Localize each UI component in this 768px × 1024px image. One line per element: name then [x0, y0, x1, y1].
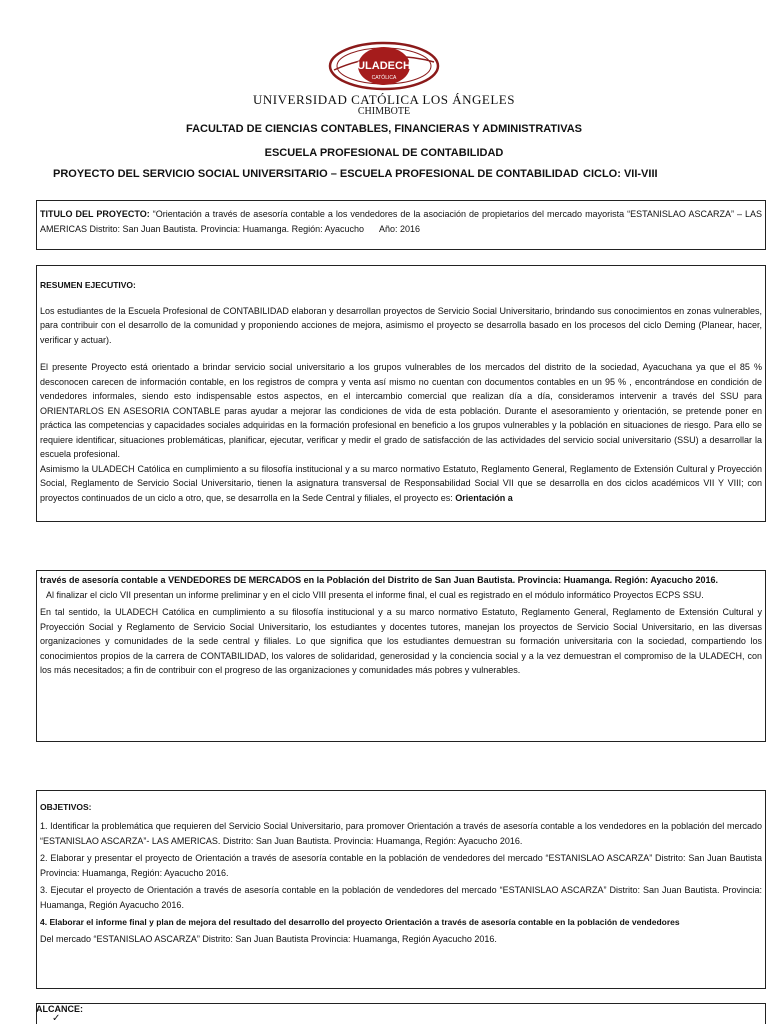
scope-box-right-border: [765, 1003, 766, 1024]
summary-paragraph-2: El presente Proyecto está orientado a brindar servicio social universitario a los grupos vulnerables de los mercados del distrito de la sociedad, Ayacuchana ya que el 85 % desconocen carecen de información contable, en los registros de compra y venta así mismo no cuentan con documentos contables en un 95 % , encontrándose en condición de vendedores informales, siendo esto indispensable estos aspectos, en el intercambio comercial que realizan día a día, consideramos intervenir a través del SSU para ORIENTARLOS EN ASESORIA CONTABLE paras ayudar a mejorar las condiciones de vida de esta población. Durante el asesoramiento y orientación, se pretende poner en práctica las competencias y capacidades sociales adquiridas en la formación profesional en beneficio a los grupos vulnerables y la población en situaciones de riesgo. Para ello se requiere identificar, situaciones problemáticas, planificar, ejecutar, verificar y medir el grado de satisfacción de las actividades del servicio social universitario (SSU) a desarrollar la escuela profesional.: [40, 362, 762, 459]
logo-subtext: CATÓLICA: [371, 75, 397, 81]
university-name: UNIVERSIDAD CATÓLICA LOS ÁNGELES: [253, 92, 515, 107]
project-title-text: “Orientación a través de asesoría contable a los vendedores de la asociación de propietarios del mercado mayorista “ESTANISLAO ASCARZA” – LAS AMERICAS Distrito: San Juan Bautista. Provincia: Huamanga. Región: Ayacucho: [40, 209, 762, 234]
objective-4-rest: Del mercado “ESTANISLAO ASCARZA” Distrito: San Juan Bautista Provincia: Huamanga, Región Ayacucho 2016.: [40, 934, 497, 944]
executive-summary-box: [36, 265, 766, 522]
objective-1: 1. Identificar la problemática que requieren del Servicio Social Universitario, para promover Orientación a través de asesoría contable a los vendedores en la población del mercado “ESTANISLAO ASCARZA”- LAS AMERICAS. Distrito: San Juan Bautista. Provincia: Huamanga, Región: Ayacucho 2016.: [40, 821, 762, 846]
summary-paragraph-3-bold: Orientación a: [455, 492, 513, 503]
objectives-box: [36, 790, 766, 989]
summary-paragraph-3: Asimismo la ULADECH Católica en cumplimiento a su filosofía institucional y a su marco normativo Estatuto, Reglamento General, Reglamento de Extensión Cultural y Proyección Social, Reglamento de Servicio Social Universitario, tienen la asignatura transversal de Responsabilidad Social VII que se desarrolla en dos ciclos académicos VII Y VIII; con proyectos continuados de un ciclo a otro, que, se desarrolla en la Sede Central y filiales, el proyecto es:: [40, 463, 762, 503]
cycle-label: CICLO: VII-VIII: [583, 168, 658, 180]
continuation-paragraph-1: Al finalizar el ciclo VII presentan un informe preliminar y en el ciclo VIII presenta el informe final, el cual es registrado en el módulo informático Proyectos ECPS SSU.: [46, 589, 704, 600]
objectives-heading: OBJETIVOS:: [40, 802, 92, 812]
university-city: CHIMBOTE: [357, 106, 411, 117]
scope-heading: ALCANCE:: [36, 1004, 83, 1014]
faculty-title: FACULTAD DE CIENCIAS CONTABLES, FINANCIERAS Y ADMINISTRATIVAS: [185, 123, 582, 135]
continuation-bold-text: través de asesoría contable a VENDEDORES DE MERCADOS en la Población del Distrito de San Juan Bautista. Provincia: Huamanga. Región: Ayacucho 2016: [40, 575, 716, 585]
scope-box-top-border: [36, 1003, 766, 1004]
objective-2: 2. Elaborar y presentar el proyecto de Orientación a través de asesoría contable en la población de vendedores del mercado “ESTANISLAO ASCARZA” Distrito: San Juan Bautista Provincia: Huamanga, Región: Ayacucho 2016.: [40, 853, 762, 878]
uladech-logo-icon: [324, 40, 444, 92]
school-title: ESCUELA PROFESIONAL DE CONTABILIDAD: [264, 147, 504, 159]
project-year: Año: 2016: [379, 223, 421, 234]
checkmark-icon: ✓: [52, 1013, 61, 1024]
continuation-paragraph-2: En tal sentido, la ULADECH Católica en cumplimiento a su filosofía institucional y a su marco normativo Estatuto, Reglamento General, Reglamento de Extensión Cultural y Proyección Social y Reglamento de Servicio Social Universitario, los estudiantes y docentes tutores, manejan los proyectos de Servicio Social Universitario, en las diversas organizaciones y comunidades de la sede central y filiales. Lo que significa que los estudiantes demuestran su formación universitaria con la sociedad, compartiendo los conocimientos propios de la carrera de CONTABILIDAD, los valores de solidaridad, generosidad y la conciencia social y a la vez demuestran el compromiso de la ULADECH, con los más necesitados; a fin de contribuir con el progreso de las organizaciones y comunidades más pobres y vulnerables.: [40, 607, 762, 675]
logo-text: ULADECH: [357, 60, 411, 72]
summary-paragraph-1: Los estudiantes de la Escuela Profesional de CONTABILIDAD elaboran y desarrollan proyectos de Servicio Social Universitario, brindando sus conocimientos en zonas vulnerables, para contribuir con el desarrollo de la comunidad y proponiendo acciones de mejora, asimismo el proyecto se desarrolla basado en los procesos del ciclo Deming (Planear, hacer, verificar y actuar).: [40, 305, 762, 345]
project-title-box: [36, 200, 766, 250]
summary-heading: RESUMEN EJECUTIVO:: [40, 280, 136, 290]
continuation-box: través de asesoría contable a VENDEDORES DE MERCADOS en la Población del Distrito de San Juan Bautista. Provincia: Huamanga. Región: Ayacucho 2016. Al finalizar el ciclo VII presentan un informe preliminar y en el ciclo VIII presenta el informe final, el cual es registrado en el módulo informático Proyectos ECPS SSU. En tal sentido, la ULADECH Católica en cumplimiento a su filosofía institucional y a su marco normativo Estatuto, Reglamento General, Reglamento de Extensión Cultural y Proyección Social y Reglamento de Servicio Social Universitario, los estudiantes y docentes tutores, manejan los proyectos de Servicio Social Universitario, en las diversas organizaciones y comunidades de la sede central y filiales. Lo que significa que los estudiantes demuestran su formación universitaria con la sociedad, compartiendo los conocimientos propios de la carrera de CONTABILIDAD, los valores de solidaridad, generosidad y la conciencia social y a la vez demuestran el compromiso de la ULADECH, con los más necesitados; a fin de contribuir con el progreso de las organizaciones y comunidades más pobres y vulnerables.: [36, 570, 766, 742]
project-line: PROYECTO DEL SERVICIO SOCIAL UNIVERSITARIO – ESCUELA PROFESIONAL DE CONTABILIDAD: [53, 168, 579, 180]
objective-3: 3. Ejecutar el proyecto de Orientación a través de asesoría contable en la población de vendedores del mercado “ESTANISLAO ASCARZA” Distrito: San Juan Bautista. Provincia: Huamanga, Región Ayacucho 2016.: [40, 885, 762, 910]
project-title-label: TITULO DEL PROYECTO:: [40, 209, 150, 219]
university-header: [0, 40, 768, 117]
objective-4-bold: 4. Elaborar el informe final y plan de mejora del resultado del desarrollo del proyecto Orientación a través de asesoría contable en la población de vendedores: [40, 917, 680, 927]
